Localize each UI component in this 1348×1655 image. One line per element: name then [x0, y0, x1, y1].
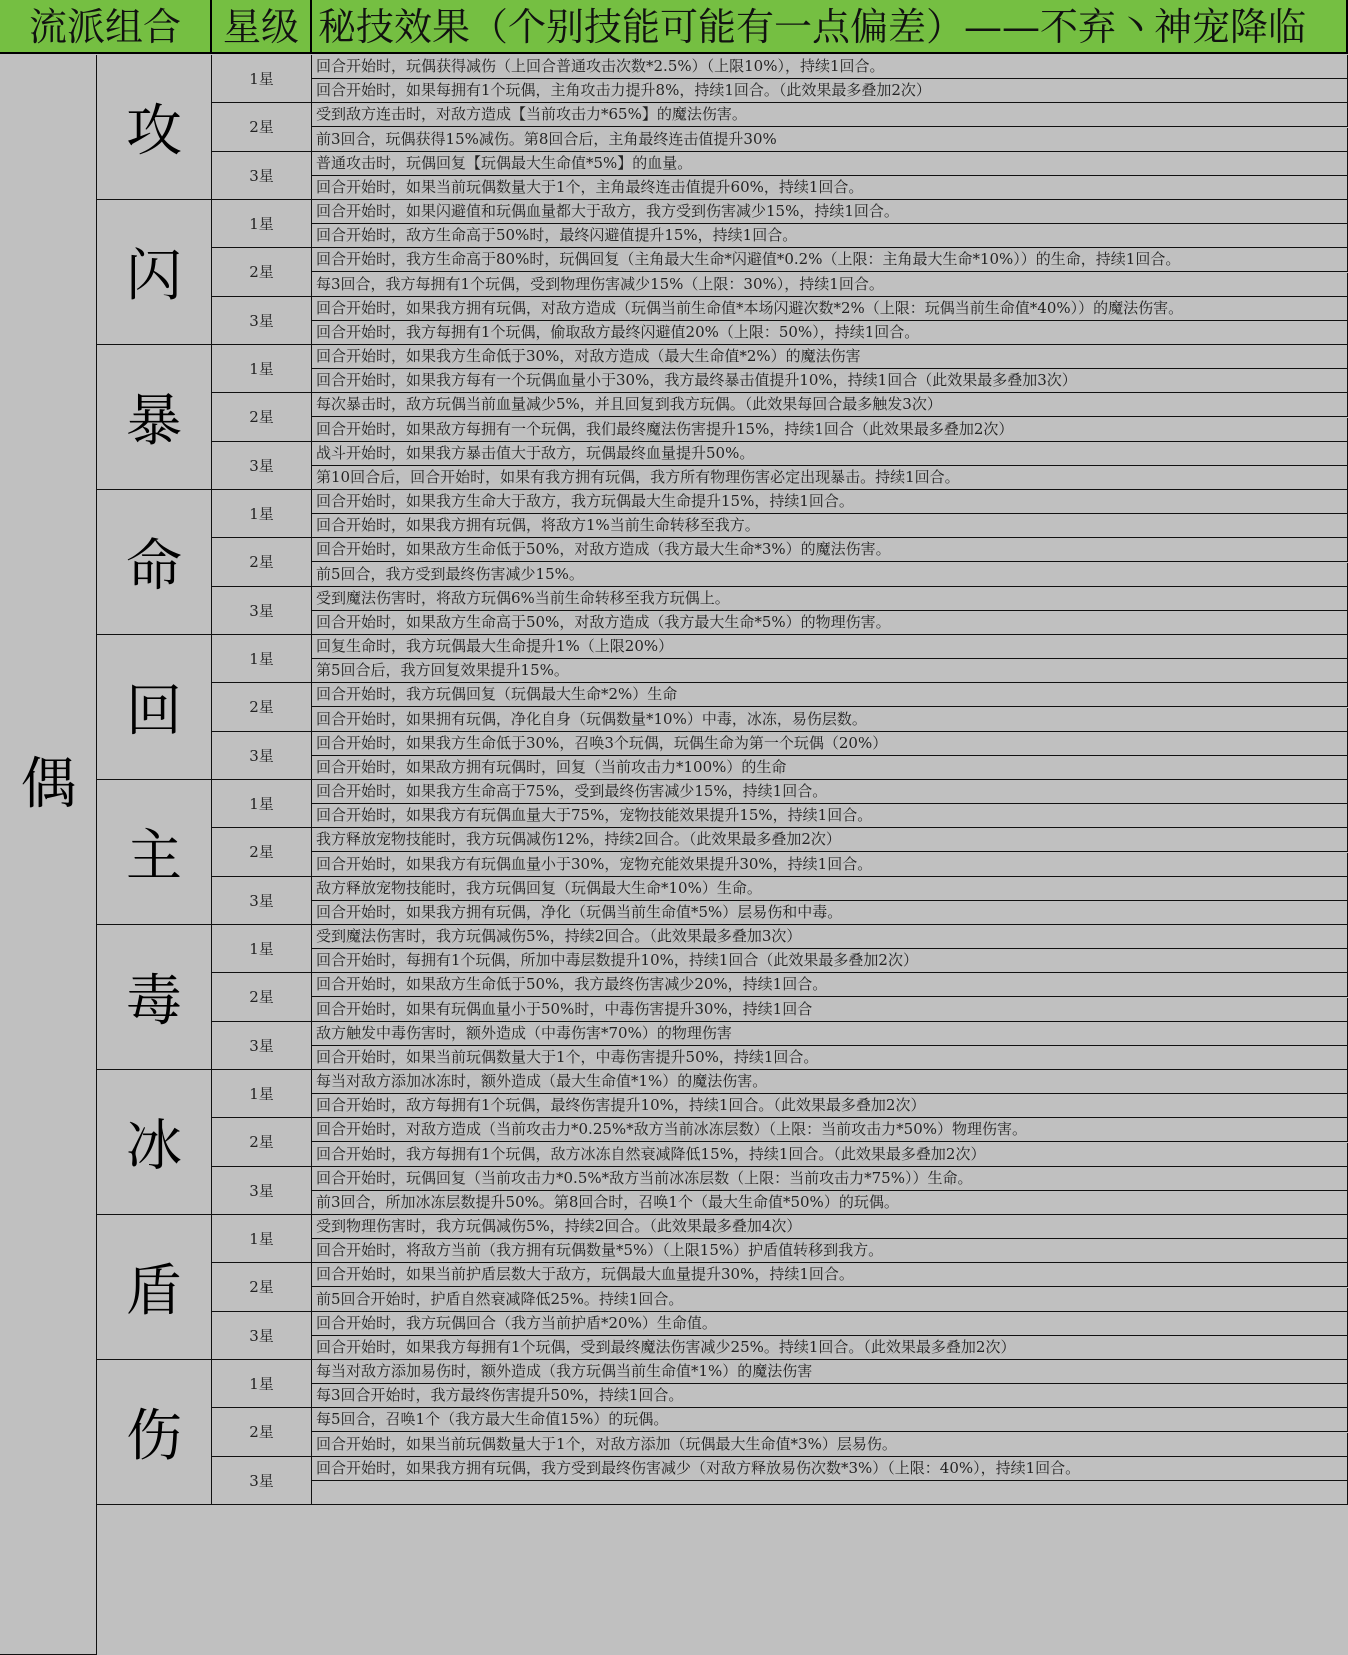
effect-cell: 每当对敌方添加易伤时，额外造成（我方玩偶当前生命值*1%）的魔法伤害: [312, 1360, 1348, 1384]
star-level-cell: 1星: [212, 345, 312, 393]
effect-cell: 回合开始时，我方生命高于80%时，玩偶回复（主角最大生命*闪避值*0.2%（上限：主角最大生命*10%））的生命，持续1回合。: [312, 248, 1348, 272]
star-level-cell: 2星: [212, 973, 312, 1021]
main-group-cell: [0, 55, 97, 1655]
group-cell: 毒: [97, 925, 212, 1070]
effect-cell: 敌方触发中毒伤害时，额外造成（中毒伤害*70%）的物理伤害: [312, 1022, 1348, 1046]
star-level-cell: 1星: [212, 1360, 312, 1408]
effect-cell: 回合开始时，敌方每拥有1个玩偶，最终伤害提升10%，持续1回合。（此效果最多叠加2次）: [312, 1094, 1348, 1118]
effect-cell: 回合开始时，我方每拥有1个玩偶，敌方冰冻自然衰减降低15%，持续1回合。（此效果最多叠加2次）: [312, 1143, 1348, 1167]
star-level-cell: 3星: [212, 587, 312, 635]
effect-cell: 回合开始时，如果当前玩偶数量大于1个，主角最终连击值提升60%，持续1回合。: [312, 176, 1348, 200]
effect-cell: 回合开始时，如果拥有玩偶，净化自身（玩偶数量*10%）中毒，冰冻，易伤层数。: [312, 708, 1348, 732]
header-star-level: 星级: [212, 0, 312, 54]
effect-cell: 每3回合，我方每拥有1个玩偶，受到物理伤害减少15%（上限：30%），持续1回合。: [312, 273, 1348, 297]
effect-cell: 前3回合，所加冰冻层数提升50%。第8回合时，召唤1个（最大生命值*50%）的玩偶。: [312, 1191, 1348, 1215]
effect-cell: 回复生命时，我方玩偶最大生命提升1%（上限20%）: [312, 635, 1348, 659]
effect-cell: 回合开始时，如果敌方拥有玩偶时，回复（当前攻击力*100%）的生命: [312, 756, 1348, 780]
star-level-cell: 2星: [212, 683, 312, 731]
effect-cell: 回合开始时，如果敌方生命高于50%，对敌方造成（我方最大生命*5%）的物理伤害。: [312, 611, 1348, 635]
star-level-cell: 3星: [212, 442, 312, 490]
star-level-cell: 2星: [212, 828, 312, 876]
star-level-cell: 1星: [212, 200, 312, 248]
effect-cell: 受到物理伤害时，我方玩偶减伤5%，持续2回合。（此效果最多叠加4次）: [312, 1215, 1348, 1239]
group-cell: 命: [97, 490, 212, 635]
effect-cell: 回合开始时，如果当前护盾层数大于敌方，玩偶最大血量提升30%，持续1回合。: [312, 1263, 1348, 1287]
effect-cell: 回合开始时，我方每拥有1个玩偶，偷取敌方最终闪避值20%（上限：50%），持续1回合。: [312, 321, 1348, 345]
effect-cell: 前5回合开始时，护盾自然衰减降低25%。持续1回合。: [312, 1288, 1348, 1312]
group-cell: 主: [97, 780, 212, 925]
effect-cell: 回合开始时，如果我方拥有玩偶，净化（玩偶当前生命值*5%）层易伤和中毒。: [312, 901, 1348, 925]
star-level-cell: 3星: [212, 152, 312, 200]
star-level-cell: 1星: [212, 1215, 312, 1263]
group-cell: 冰: [97, 1070, 212, 1215]
effect-cell: 回合开始时，如果敌方生命低于50%，我方最终伤害减少20%，持续1回合。: [312, 973, 1348, 997]
star-level-cell: 1星: [212, 635, 312, 683]
effect-cell: 回合开始时，如果我方拥有玩偶，我方受到最终伤害减少（对敌方释放易伤次数*3%）（上限：40%），持续1回合。: [312, 1457, 1348, 1481]
effect-cell: 回合开始时，如果敌方每拥有一个玩偶，我们最终魔法伤害提升15%，持续1回合（此效果最多叠加2次）: [312, 418, 1348, 442]
effect-cell: 回合开始时，如果当前玩偶数量大于1个，中毒伤害提升50%，持续1回合。: [312, 1046, 1348, 1070]
group-cell: 闪: [97, 200, 212, 345]
star-level-cell: 2星: [212, 103, 312, 151]
group-cell: 伤: [97, 1360, 212, 1505]
effect-cell: 受到魔法伤害时，我方玩偶减伤5%，持续2回合。（此效果最多叠加3次）: [312, 925, 1348, 949]
group-cell: 盾: [97, 1215, 212, 1360]
header-secret-effect: 秘技效果（个别技能可能有一点偏差）——不弃丶神宠降临: [312, 0, 1348, 54]
effect-cell: 普通攻击时，玩偶回复【玩偶最大生命值*5%】的血量。: [312, 152, 1348, 176]
effect-cell: 每次暴击时，敌方玩偶当前血量减少5%，并且回复到我方玩偶。（此效果每回合最多触发3次）: [312, 393, 1348, 417]
star-level-cell: 1星: [212, 925, 312, 973]
effect-cell: 第5回合后，我方回复效果提升15%。: [312, 659, 1348, 683]
effect-cell: 我方释放宠物技能时，我方玩偶减伤12%，持续2回合。（此效果最多叠加2次）: [312, 828, 1348, 852]
star-level-cell: 3星: [212, 297, 312, 345]
effect-cell: 每3回合开始时，我方最终伤害提升50%，持续1回合。: [312, 1384, 1348, 1408]
effect-cell: 每当对敌方添加冰冻时，额外造成（最大生命值*1%）的魔法伤害。: [312, 1070, 1348, 1094]
effect-cell: 回合开始时，每拥有1个玩偶，所加中毒层数提升10%，持续1回合（此效果最多叠加2次）: [312, 949, 1348, 973]
effect-cell: 回合开始时，如果闪避值和玩偶血量都大于敌方，我方受到伤害减少15%，持续1回合。: [312, 200, 1348, 224]
star-level-cell: 1星: [212, 1070, 312, 1118]
star-level-cell: 3星: [212, 732, 312, 780]
effect-cell: 回合开始时，将敌方当前（我方拥有玩偶数量*5%）（上限15%）护盾值转移到我方。: [312, 1239, 1348, 1263]
star-level-cell: 1星: [212, 780, 312, 828]
effect-cell: 回合开始时，如果我方有玩偶血量小于30%，宠物充能效果提升30%，持续1回合。: [312, 853, 1348, 877]
effect-cell: 前5回合，我方受到最终伤害减少15%。: [312, 563, 1348, 587]
star-level-cell: 1星: [212, 490, 312, 538]
effect-cell: 受到魔法伤害时，将敌方玩偶6%当前生命转移至我方玩偶上。: [312, 587, 1348, 611]
star-level-cell: 3星: [212, 1312, 312, 1360]
effect-cell: 回合开始时，玩偶获得减伤（上回合普通攻击次数*2.5%）（上限10%），持续1回合。: [312, 55, 1348, 79]
star-level-cell: 2星: [212, 538, 312, 586]
star-level-cell: 3星: [212, 1022, 312, 1070]
effect-cell: 回合开始时，玩偶回复（当前攻击力*0.5%*敌方当前冰冻层数（上限：当前攻击力*75%））生命。: [312, 1167, 1348, 1191]
effect-cell: 受到敌方连击时，对敌方造成【当前攻击力*65%】的魔法伤害。: [312, 103, 1348, 127]
effect-cell: 回合开始时，如果当前玩偶数量大于1个，对敌方添加（玩偶最大生命值*3%）层易伤。: [312, 1433, 1348, 1457]
star-level-cell: 2星: [212, 1263, 312, 1311]
effect-cell: 回合开始时，如果有玩偶血量小于50%时，中毒伤害提升30%，持续1回合: [312, 998, 1348, 1022]
effect-cell: 回合开始时，如果我方每拥有1个玩偶，受到最终魔法伤害减少25%。持续1回合。（此效果最多叠加2次）: [312, 1336, 1348, 1360]
effect-cell: 回合开始时，我方玩偶回复（玩偶最大生命*2%）生命: [312, 683, 1348, 707]
group-cell: 攻: [97, 55, 212, 200]
effect-cell: 回合开始时，如果敌方生命低于50%，对敌方造成（我方最大生命*3%）的魔法伤害。: [312, 538, 1348, 562]
effect-cell: 回合开始时，如果我方生命高于75%，受到最终伤害减少15%，持续1回合。: [312, 780, 1348, 804]
effect-cell: 回合开始时，如果我方拥有玩偶，对敌方造成（玩偶当前生命值*本场闪避次数*2%（上限：玩偶当前生命值*40%））的魔法伤害。: [312, 297, 1348, 321]
star-level-cell: 2星: [212, 1118, 312, 1166]
effect-cell: 回合开始时，如果每拥有1个玩偶，主角攻击力提升8%，持续1回合。（此效果最多叠加2次）: [312, 79, 1348, 103]
star-level-cell: 3星: [212, 1457, 312, 1505]
effect-cell: 回合开始时，我方玩偶回合（我方当前护盾*20%）生命值。: [312, 1312, 1348, 1336]
header-school-combo: 流派组合: [0, 0, 212, 54]
effect-cell: 战斗开始时，如果我方暴击值大于敌方，玩偶最终血量提升50%。: [312, 442, 1348, 466]
group-cell: 暴: [97, 345, 212, 490]
effect-cell: 回合开始时，如果我方每有一个玩偶血量小于30%，我方最终暴击值提升10%，持续1回合（此效果最多叠加3次）: [312, 369, 1348, 393]
star-level-cell: 1星: [212, 55, 312, 103]
effect-cell: 回合开始时，如果我方拥有玩偶，将敌方1%当前生命转移至我方。: [312, 514, 1348, 538]
group-cell: 回: [97, 635, 212, 780]
effect-cell: 敌方释放宠物技能时，我方玩偶回复（玩偶最大生命*10%）生命。: [312, 877, 1348, 901]
effect-cell: 回合开始时，如果我方有玩偶血量大于75%，宠物技能效果提升15%，持续1回合。: [312, 804, 1348, 828]
effect-cell: 每5回合，召唤1个（我方最大生命值15%）的玩偶。: [312, 1408, 1348, 1432]
effect-cell: [312, 1481, 1348, 1505]
effect-cell: 回合开始时，对敌方造成（当前攻击力*0.25%*敌方当前冰冻层数）（上限：当前攻击力*50%）物理伤害。: [312, 1118, 1348, 1142]
star-level-cell: 2星: [212, 248, 312, 296]
star-level-cell: 2星: [212, 393, 312, 441]
effect-cell: 回合开始时，如果我方生命低于30%，对敌方造成（最大生命值*2%）的魔法伤害: [312, 345, 1348, 369]
main-group-label: 偶: [20, 752, 77, 817]
star-level-cell: 3星: [212, 1167, 312, 1215]
effect-cell: 回合开始时，如果我方生命低于30%，召唤3个玩偶，玩偶生命为第一个玩偶（20%）: [312, 732, 1348, 756]
effect-cell: 前3回合，玩偶获得15%减伤。第8回合后，主角最终连击值提升30%: [312, 128, 1348, 152]
effect-cell: 回合开始时，敌方生命高于50%时，最终闪避值提升15%，持续1回合。: [312, 224, 1348, 248]
effect-cell: 第10回合后，回合开始时，如果有我方拥有玩偶，我方所有物理伤害必定出现暴击。持续1回合。: [312, 466, 1348, 490]
star-level-cell: 2星: [212, 1408, 312, 1456]
star-level-cell: 3星: [212, 877, 312, 925]
effect-cell: 回合开始时，如果我方生命大于敌方，我方玩偶最大生命提升15%，持续1回合。: [312, 490, 1348, 514]
